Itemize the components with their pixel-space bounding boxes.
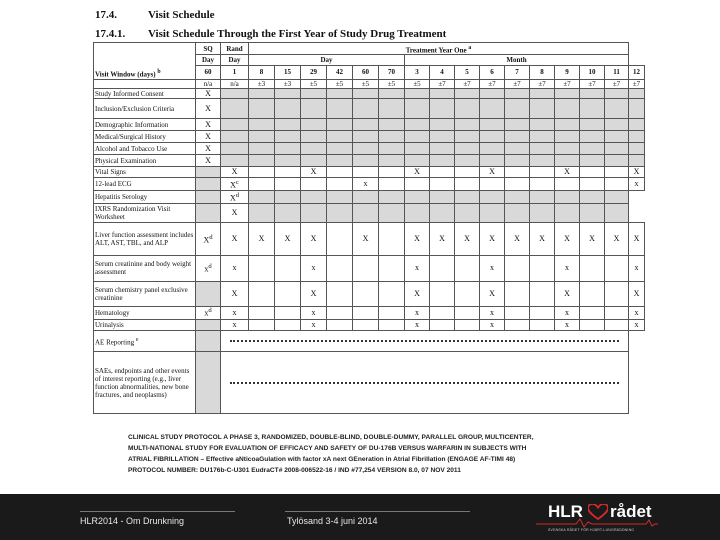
window-value: ±5 [301, 79, 327, 89]
table-row [94, 281, 645, 306]
caption-line: CLINICAL STUDY PROTOCOL A PHASE 3, RANDOMIZED, DOUBLE-BLIND, DOUBLE-DUMMY, PARALLEL GROUP, MULTICENTER, [128, 434, 534, 441]
window-value: ±5 [379, 79, 405, 89]
table-row [94, 306, 645, 319]
window-value: ±3 [249, 79, 275, 89]
month-number: 5 [455, 66, 480, 79]
window-value: ±7 [629, 79, 645, 89]
visit-mark: X [196, 131, 221, 143]
table-row [94, 223, 645, 256]
visit-mark: X [555, 167, 580, 178]
day-number: 60 [353, 66, 379, 79]
visit-mark: X [555, 223, 580, 256]
row-label: 12-lead ECG [94, 178, 196, 191]
visit-mark: $x^d$ [196, 256, 221, 281]
visit-mark: X [629, 281, 645, 306]
row-label: Demographic Information [94, 118, 196, 130]
visit-mark: X [249, 223, 275, 256]
caption-line: ATRIAL FIBRILLATION – Effective aNticoaGulation with factor xA next GEneration in Atrial Fibrillation (ENGAGE AF-TIMI 48) [128, 456, 516, 463]
table-row [94, 203, 645, 223]
visit-mark: x [555, 256, 580, 281]
day-number: 70 [379, 66, 405, 79]
window-value: ±7 [580, 79, 605, 89]
visit-mark: x [480, 306, 505, 319]
row-label: Vital Signs [94, 167, 196, 178]
visit-mark: x [221, 306, 249, 319]
footer-center-text: Tylösand 3-4 juni 2014 [287, 516, 378, 526]
table-row [94, 178, 645, 191]
visit-mark: X [455, 223, 480, 256]
month-number: 8 [530, 66, 555, 79]
visit-mark: X [629, 223, 645, 256]
rand-header: Rand [221, 43, 249, 55]
table-row [94, 256, 645, 281]
window-value: n/a [196, 79, 221, 89]
row-label: Liver function assessment includes ALT, AST, TBL, and ALP [94, 223, 196, 256]
row-label: Urinalysis [94, 319, 196, 330]
visit-mark: x [629, 178, 645, 191]
visit-mark: X [353, 223, 379, 256]
window-value: ±3 [275, 79, 301, 89]
visit-mark: x [629, 306, 645, 319]
slide-footer [0, 494, 720, 540]
visit-mark: $X^d$ [196, 223, 221, 256]
table-row [94, 352, 645, 414]
visit-mark: X [580, 223, 605, 256]
visit-mark: x [480, 256, 505, 281]
visit-mark: X [405, 167, 430, 178]
visit-mark: x [353, 178, 379, 191]
section-number: 17.4. [95, 9, 117, 21]
month-number: 4 [430, 66, 455, 79]
subsection-title: Visit Schedule Through the First Year of Study Drug Treatment [148, 28, 447, 40]
window-row [94, 79, 645, 89]
table-row [94, 89, 645, 99]
table-row [94, 143, 645, 155]
visit-mark: X [605, 223, 629, 256]
logo-tagline: SVENSKA RÅDET FÖR HJÄRT-LUNGRÄDDNING [548, 528, 635, 532]
caption-line: PROTOCOL NUMBER: DU176b-C-U301 EudraCT# 2008-006522-16 / IND #77,254 VERSION 8.0, 07 NOV 2011 [128, 467, 461, 474]
window-value: n/a [221, 79, 249, 89]
visit-mark: X [196, 143, 221, 155]
month-number: 7 [505, 66, 530, 79]
visit-mark: x [405, 319, 430, 330]
visit-mark: X [301, 167, 327, 178]
visit-mark: x [301, 319, 327, 330]
visit-mark: X [405, 223, 430, 256]
visit-mark: X [629, 167, 645, 178]
window-value: ±5 [405, 79, 430, 89]
caption-line: MULTI-NATIONAL STUDY FOR EVALUATION OF EFFICACY AND SAFETY OF DU-176B VERSUS WARFARIN IN SUBJECTS WITH [128, 445, 527, 452]
visit-mark: X [480, 167, 505, 178]
table-row [94, 155, 645, 167]
window-value: ±7 [555, 79, 580, 89]
table-row [94, 131, 645, 143]
visit-mark: x [405, 306, 430, 319]
hlr-logo [536, 502, 658, 534]
subsection-number: 17.4.1. [95, 28, 126, 40]
visit-mark: X [221, 281, 249, 306]
visit-mark: x [221, 319, 249, 330]
footer-divider [80, 511, 235, 512]
table-row [94, 99, 645, 119]
visit-mark: x [555, 306, 580, 319]
visit-mark: x [555, 319, 580, 330]
visit-mark: x [629, 319, 645, 330]
visit-schedule-table [93, 42, 645, 414]
protocol-caption [128, 432, 608, 476]
month-group-header: Month [405, 55, 629, 66]
month-number: 6 [480, 66, 505, 79]
visit-mark: x [301, 306, 327, 319]
visit-mark: X [480, 223, 505, 256]
row-label: Hepatitis Serology [94, 190, 196, 203]
table-row [94, 190, 645, 203]
visit-mark: X [221, 203, 249, 223]
row-label: Hematology [94, 306, 196, 319]
table-row [94, 330, 645, 352]
visit-mark: X [275, 223, 301, 256]
footer-left-text: HLR2014 - Om Drunkning [80, 516, 185, 526]
visit-mark: X [196, 89, 221, 99]
row-label: Physical Examination [94, 155, 196, 167]
visit-mark: x [221, 256, 249, 281]
table-row [94, 319, 645, 330]
day-number: 42 [327, 66, 353, 79]
window-value: ±7 [480, 79, 505, 89]
ecg-line-icon [536, 518, 658, 528]
visit-mark: X [221, 167, 249, 178]
month-number: 12 [629, 66, 645, 79]
visit-mark: X [430, 223, 455, 256]
day-number: 8 [249, 66, 275, 79]
month-number: 11 [605, 66, 629, 79]
visit-mark: x [405, 256, 430, 281]
visit-mark: x [480, 319, 505, 330]
day-number: 1 [221, 66, 249, 79]
month-number: 10 [580, 66, 605, 79]
visit-mark: X [196, 155, 221, 167]
row-label: SAEs, endpoints and other events of interest reporting (e.g., liver function abnormalities, new bone fractures, and neoplasms) [94, 352, 196, 414]
footer-divider [285, 511, 470, 512]
visit-mark: X [301, 281, 327, 306]
logo-text-hlr: HLR [548, 502, 583, 521]
visit-mark: X [221, 223, 249, 256]
visit-mark: X [405, 281, 430, 306]
window-value: ±5 [353, 79, 379, 89]
rand-day-label: Day [221, 55, 249, 66]
day-group-header: Day [249, 55, 405, 66]
row-label: Medical/Surgical History [94, 131, 196, 143]
visit-mark: X [196, 99, 221, 119]
table-row [94, 118, 645, 130]
treatment-year-header: Treatment Year One $^a$ [249, 43, 629, 55]
continuous-reporting-line [221, 330, 629, 352]
row-label: Study Informed Consent [94, 89, 196, 99]
month-number: 9 [555, 66, 580, 79]
day-number: 29 [301, 66, 327, 79]
row-label: IXRS Randomization Visit Worksheet [94, 203, 196, 223]
window-value: ±7 [430, 79, 455, 89]
visit-mark: $x^d$ [196, 306, 221, 319]
visit-mark: $X^d$ [221, 190, 249, 203]
day-number: 15 [275, 66, 301, 79]
visit-mark: $X^c$ [221, 178, 249, 191]
window-value: ±7 [605, 79, 629, 89]
logo-text-radet: rådet [610, 502, 652, 521]
day-number: 60 [196, 66, 221, 79]
visit-mark: x [629, 256, 645, 281]
window-value: ±7 [530, 79, 555, 89]
row-label: Alcohol and Tobacco Use [94, 143, 196, 155]
row-label: Serum creatinine and body weight assessment [94, 256, 196, 281]
table-row [94, 167, 645, 178]
window-value: ±5 [327, 79, 353, 89]
visit-mark: X [530, 223, 555, 256]
visit-mark: X [555, 281, 580, 306]
month-number: 3 [405, 66, 430, 79]
row-label: Inclusion/Exclusion Criteria [94, 99, 196, 119]
continuous-reporting-line [221, 352, 629, 414]
visit-mark: X [505, 223, 530, 256]
row-label: AE Reporting $^e$ [94, 330, 196, 352]
visit-mark: X [480, 281, 505, 306]
sq-day-label: Day [196, 55, 221, 66]
row-label: Serum chemistry panel exclusive creatinine [94, 281, 196, 306]
window-value: ±7 [455, 79, 480, 89]
visit-mark: x [301, 256, 327, 281]
section-title: Visit Schedule [148, 9, 215, 21]
visit-mark: X [196, 118, 221, 130]
visit-window-label: Visit Window (days) $^b$ [94, 43, 196, 80]
sq-header: SQ [196, 43, 221, 55]
window-value: ±7 [505, 79, 530, 89]
visit-mark: X [301, 223, 327, 256]
